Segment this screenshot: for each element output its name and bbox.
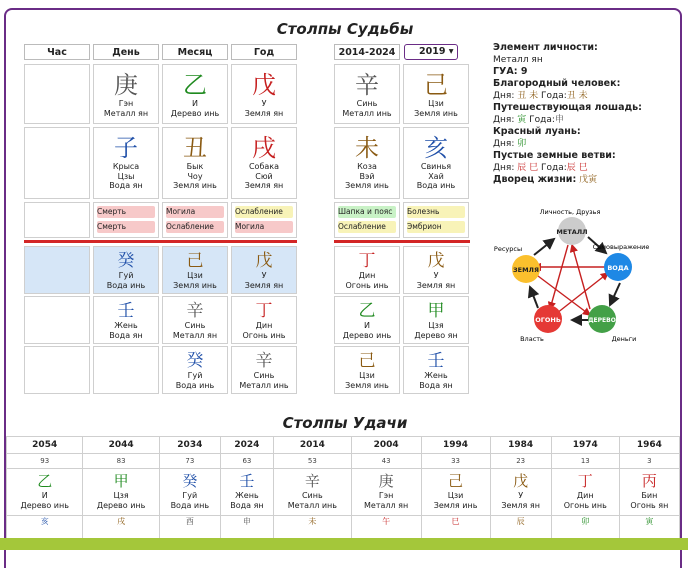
hidden-stem-element: Вода инь (175, 380, 215, 390)
luck-age: 23 (490, 454, 551, 469)
stem-cell (231, 64, 297, 124)
luck-stem-name: У (518, 491, 524, 500)
bottom-bar (0, 538, 688, 550)
hidden-stem-element: Огонь инь (345, 280, 389, 290)
hidden-stem-cell (93, 346, 159, 394)
branch-element: Земля ян (244, 181, 284, 190)
hidden-stem-glyph: 癸 (186, 351, 204, 371)
luck-branch-glyph: 巳 (451, 517, 460, 526)
hidden-stem-cell (162, 246, 228, 294)
luck-stem-element: Дерево инь (20, 500, 69, 510)
info-void-day: Дня: (493, 163, 515, 173)
phase-badge: Могила (235, 221, 293, 233)
luck-pillars-table (6, 436, 680, 547)
hidden-stem-cell (403, 296, 469, 344)
stem-cell (93, 64, 159, 124)
luck-stem-element: Дерево инь (96, 500, 146, 510)
stem-element: Дерево инь (170, 108, 220, 118)
phase-badge: Ослабление (166, 221, 224, 233)
hidden-stem-cell (93, 246, 159, 294)
water-node-label: ВОДА (607, 264, 629, 272)
luck-branch-glyph: 卯 (581, 517, 590, 526)
hidden-stem-glyph: 壬 (117, 301, 135, 321)
hidden-stem-name: Цзя (428, 321, 444, 330)
info-void-label: Пустые земные ветви: (493, 150, 616, 161)
info-luan-label: Красный луань: (493, 126, 581, 137)
info-element-value: Металл ян (493, 55, 543, 65)
luck-stem-name: Цзя (113, 491, 129, 500)
header-day: День (93, 44, 159, 60)
luck-year: 2004 (351, 437, 421, 454)
stem-element: Металл инь (342, 108, 392, 118)
hidden-stem-name: Гуй (118, 271, 134, 280)
luck-year: 2044 (83, 437, 159, 454)
luck-branch-glyph: 辰 (516, 517, 525, 526)
luck-year: 2024 (220, 437, 273, 454)
hidden-stem-cell (334, 296, 400, 344)
branch-glyph: 丑 (183, 134, 207, 162)
luck-stem-element: Огонь ян (630, 500, 669, 510)
phase-badge: Эмбрион (407, 221, 465, 233)
hidden-stem-cell (403, 346, 469, 394)
branch-animal: Коза (357, 162, 377, 171)
phase-badge: Ослабление (235, 206, 293, 218)
luck-branch-glyph: 申 (242, 517, 251, 526)
hidden-stem-name: Цзи (187, 271, 203, 280)
divider-right (334, 240, 470, 243)
hidden-stem-glyph: 辛 (186, 301, 204, 321)
luck-branch-glyph: 未 (308, 517, 317, 526)
branch-cell (231, 127, 297, 199)
luck-stem-glyph: 壬 (239, 472, 255, 490)
header-decade: 2014-2024 (334, 44, 400, 60)
info-void-year-value: 辰 巳 (566, 163, 588, 173)
wheel-label-self: Личность, Друзья (539, 208, 601, 216)
stem-element: Земля инь (414, 108, 458, 118)
luck-branch-glyph: 亥 (40, 517, 49, 526)
branch-animal: Свинья (420, 162, 452, 171)
hidden-stem-cell (93, 296, 159, 344)
hidden-stem-glyph: 戊 (427, 251, 445, 271)
luck-stem-element: Огонь инь (563, 500, 607, 510)
luck-branch-glyph: 酉 (185, 517, 194, 526)
luck-age: 63 (220, 454, 273, 469)
branch-glyph: 未 (355, 134, 379, 162)
luck-year: 1984 (490, 437, 551, 454)
hidden-stem-cell (231, 296, 297, 344)
luck-year: 1994 (421, 437, 490, 454)
luck-stem (619, 469, 679, 516)
stem-element: Земля ян (244, 108, 284, 118)
hidden-stem-element: Дерево инь (342, 330, 392, 340)
hidden-stem-cell (162, 346, 228, 394)
branch-glyph: 亥 (424, 134, 448, 162)
hidden-stem-name: Дин (358, 271, 376, 280)
luck-age: 3 (619, 454, 679, 469)
hidden-stem-cell (231, 346, 297, 394)
year-select[interactable]: 2019 ▾ (404, 44, 458, 60)
hidden-stem-element: Земля ян (244, 280, 284, 290)
luck-stem-name: Цзи (447, 491, 464, 500)
phase-badge: Ослабление (338, 221, 396, 233)
luck-age: 13 (551, 454, 619, 469)
stem-name: Гэн (118, 99, 134, 108)
info-noble-year: Года: (538, 91, 567, 101)
luck-stem-element: Металл ян (364, 500, 409, 510)
header-year: Год (231, 44, 297, 60)
luck-year: 1974 (551, 437, 619, 454)
destiny-title: Столпы Судьбы (276, 20, 414, 38)
luck-stem (159, 469, 220, 516)
hidden-stem-element: Дерево ян (414, 330, 458, 340)
luck-stem-element: Вода инь (170, 500, 210, 510)
branch-element: Земля инь (173, 181, 217, 190)
branch-name: Сюй (255, 171, 273, 181)
stem-glyph: 乙 (183, 71, 207, 99)
luck-stem-element: Земля ян (501, 500, 540, 510)
branch-element: Земля инь (345, 181, 389, 190)
hidden-stem-glyph: 丁 (255, 301, 273, 321)
phase-badge: Смерть (97, 221, 155, 233)
info-horse-year-value: 申 (554, 115, 564, 125)
hidden-stem-glyph: 己 (186, 251, 204, 271)
hidden-stem-cell (24, 346, 90, 394)
hidden-stem-glyph: 壬 (427, 351, 445, 371)
divider-left (24, 240, 297, 243)
luck-stem-element: Земля инь (433, 500, 478, 510)
info-void-year: Года: (538, 163, 567, 173)
stem-glyph: 己 (424, 71, 448, 99)
hidden-stem-element: Земля ян (416, 280, 456, 290)
branch-name: Вэй (359, 171, 375, 181)
hidden-stem-element: Металл инь (239, 380, 289, 390)
hidden-stem-element: Земля инь (345, 380, 389, 390)
stem-name: Синь (356, 99, 378, 108)
hidden-stem-element: Вода ян (109, 330, 143, 340)
luck-branch-glyph: 午 (382, 517, 391, 526)
luck-age: 83 (83, 454, 159, 469)
info-luan-day: Дня: (493, 139, 515, 149)
header-month: Месяц (162, 44, 228, 60)
phase-cell (24, 202, 90, 238)
luck-stem-name: Гуй (182, 491, 198, 500)
info-noble-year-value: 丑 未 (566, 91, 588, 101)
luck-stem-glyph: 丙 (641, 472, 657, 490)
info-horse-label: Путешествующая лошадь: (493, 102, 642, 113)
phase-cell (162, 202, 228, 238)
info-panel (493, 42, 683, 186)
info-gua: ГУА: 9 (493, 66, 528, 77)
hidden-stem-name: Гуй (187, 371, 203, 380)
hidden-stem-name: Синь (253, 371, 275, 380)
hidden-stem-element: Вода ян (419, 380, 453, 390)
luck-stem (421, 469, 490, 516)
hidden-stem-cell (403, 246, 469, 294)
stem-element: Металл ян (103, 108, 149, 118)
phase-badge: Могила (166, 206, 224, 218)
phase-badge: Болезнь (407, 206, 465, 218)
luck-branch-glyph: 寅 (645, 517, 654, 526)
info-luan-day-value: 卯 (517, 139, 527, 149)
luck-stem (273, 469, 351, 516)
info-palace-label: Дворец жизни: (493, 174, 577, 185)
hidden-stem-glyph: 辛 (255, 351, 273, 371)
luck-stem-glyph: 癸 (182, 472, 198, 490)
info-noble-label: Благородный человек: (493, 78, 621, 89)
branch-element: Вода ян (109, 181, 143, 190)
luck-stem (490, 469, 551, 516)
luck-age: 93 (7, 454, 83, 469)
stem-cell (162, 64, 228, 124)
branch-glyph: 子 (114, 134, 138, 162)
hidden-stem-cell (231, 246, 297, 294)
branch-cell (24, 127, 90, 199)
luck-stem-name: Дин (576, 491, 594, 500)
luck-age: 33 (421, 454, 490, 469)
branch-name: Чоу (187, 171, 203, 181)
five-elements-wheel (490, 205, 650, 345)
info-noble-day: Дня: (493, 91, 515, 101)
top-bar (0, 0, 688, 6)
hidden-stem-glyph: 癸 (117, 251, 135, 271)
stem-cell (24, 64, 90, 124)
hidden-stem-name: Дин (255, 321, 273, 330)
phase-badge: Смерть (97, 206, 155, 218)
hidden-stem-element: Земля инь (173, 280, 217, 290)
hidden-stem-glyph: 己 (358, 351, 376, 371)
hidden-stem-glyph: 丁 (358, 251, 376, 271)
wheel-label-resources: Ресурсы (493, 245, 523, 253)
luck-year: 1964 (619, 437, 679, 454)
info-noble-day-value: 丑 未 (517, 91, 539, 101)
earth-node-label: ЗЕМЛЯ (513, 266, 539, 274)
hidden-stem-name: У (433, 271, 439, 280)
luck-stem (351, 469, 421, 516)
hidden-stem-cell (162, 296, 228, 344)
wheel-label-money: Деньги (611, 335, 637, 343)
luck-stem-element: Металл инь (287, 500, 337, 510)
hidden-stem-element: Вода инь (106, 280, 146, 290)
luck-title: Столпы Удачи (282, 414, 408, 432)
luck-stem (83, 469, 159, 516)
stem-glyph: 庚 (114, 71, 138, 99)
branch-animal: Бык (186, 162, 204, 171)
luck-stem-name: И (41, 491, 48, 500)
info-void-day-value: 辰 巳 (517, 163, 539, 173)
hidden-stem-element: Огонь инь (242, 330, 286, 340)
stem-name: У (261, 99, 267, 108)
stem-glyph: 辛 (355, 71, 379, 99)
wheel-label-expression: Самовыражение (592, 243, 650, 251)
hidden-stem-cell (334, 246, 400, 294)
stem-glyph: 戊 (252, 71, 276, 99)
info-horse-day: Дня: (493, 115, 515, 125)
luck-stem (551, 469, 619, 516)
luck-stem-glyph: 乙 (37, 472, 53, 490)
luck-year: 2034 (159, 437, 220, 454)
branch-glyph: 戌 (252, 134, 276, 162)
hidden-stem-cell (24, 246, 90, 294)
branch-cell (403, 127, 469, 199)
hidden-stem-element: Металл ян (172, 330, 218, 340)
info-element-label: Элемент личности: (493, 42, 598, 53)
luck-stem (220, 469, 273, 516)
hidden-stem-name: Цзи (359, 371, 375, 380)
hidden-stem-name: Жень (424, 371, 448, 380)
stem-name: Цзи (428, 99, 444, 108)
header-hour: Час (24, 44, 90, 60)
branch-animal: Собака (248, 162, 280, 171)
phase-cell (93, 202, 159, 238)
luck-age: 73 (159, 454, 220, 469)
hidden-stem-name: Жень (114, 321, 138, 330)
luck-stem-glyph: 辛 (304, 472, 320, 490)
hidden-stem-glyph: 乙 (358, 301, 376, 321)
luck-stem-glyph: 甲 (113, 472, 129, 490)
phase-badge: Шапка и пояс (338, 206, 396, 218)
branch-cell (334, 127, 400, 199)
info-palace-value: 戊寅 (579, 175, 598, 185)
luck-stem-name: Синь (301, 491, 323, 500)
stem-name: И (192, 99, 198, 108)
luck-stem-glyph: 丁 (577, 472, 593, 490)
branch-name: Цзы (117, 171, 135, 181)
info-horse-year: Года: (526, 115, 555, 125)
branch-element: Вода инь (416, 181, 456, 190)
stem-cell (403, 64, 469, 124)
info-horse-day-value: 寅 (517, 115, 527, 125)
luck-stem (7, 469, 83, 516)
luck-stem-glyph: 戊 (513, 472, 529, 490)
luck-stem-name: Жень (235, 491, 259, 500)
phase-cell (403, 202, 469, 238)
luck-year: 2014 (273, 437, 351, 454)
luck-age: 43 (351, 454, 421, 469)
hidden-stem-name: И (364, 321, 370, 330)
phase-cell (334, 202, 400, 238)
branch-cell (162, 127, 228, 199)
luck-stem-name: Бин (641, 491, 658, 500)
hidden-stem-name: Синь (184, 321, 206, 330)
hidden-stem-glyph: 甲 (427, 301, 445, 321)
stem-cell (334, 64, 400, 124)
branch-animal: Крыса (112, 162, 140, 171)
branch-name: Хай (428, 171, 444, 181)
fire-node-label: ОГОНЬ (535, 316, 561, 324)
wheel-label-power: Власть (520, 335, 544, 343)
luck-age: 53 (273, 454, 351, 469)
phase-cell (231, 202, 297, 238)
hidden-stem-cell (24, 296, 90, 344)
metal-node-label: МЕТАЛЛ (556, 228, 588, 236)
hidden-stem-glyph: 戊 (255, 251, 273, 271)
luck-stem-element: Вода ян (230, 500, 264, 510)
luck-branch-glyph: 戌 (117, 517, 126, 526)
luck-stem-glyph: 庚 (378, 472, 394, 490)
luck-year: 2054 (7, 437, 83, 454)
hidden-stem-name: У (261, 271, 267, 280)
luck-stem-name: Гэн (378, 491, 394, 500)
wood-node-label: ДЕРЕВО (588, 317, 616, 324)
luck-stem-glyph: 己 (448, 472, 464, 490)
hidden-stem-cell (334, 346, 400, 394)
branch-cell (93, 127, 159, 199)
